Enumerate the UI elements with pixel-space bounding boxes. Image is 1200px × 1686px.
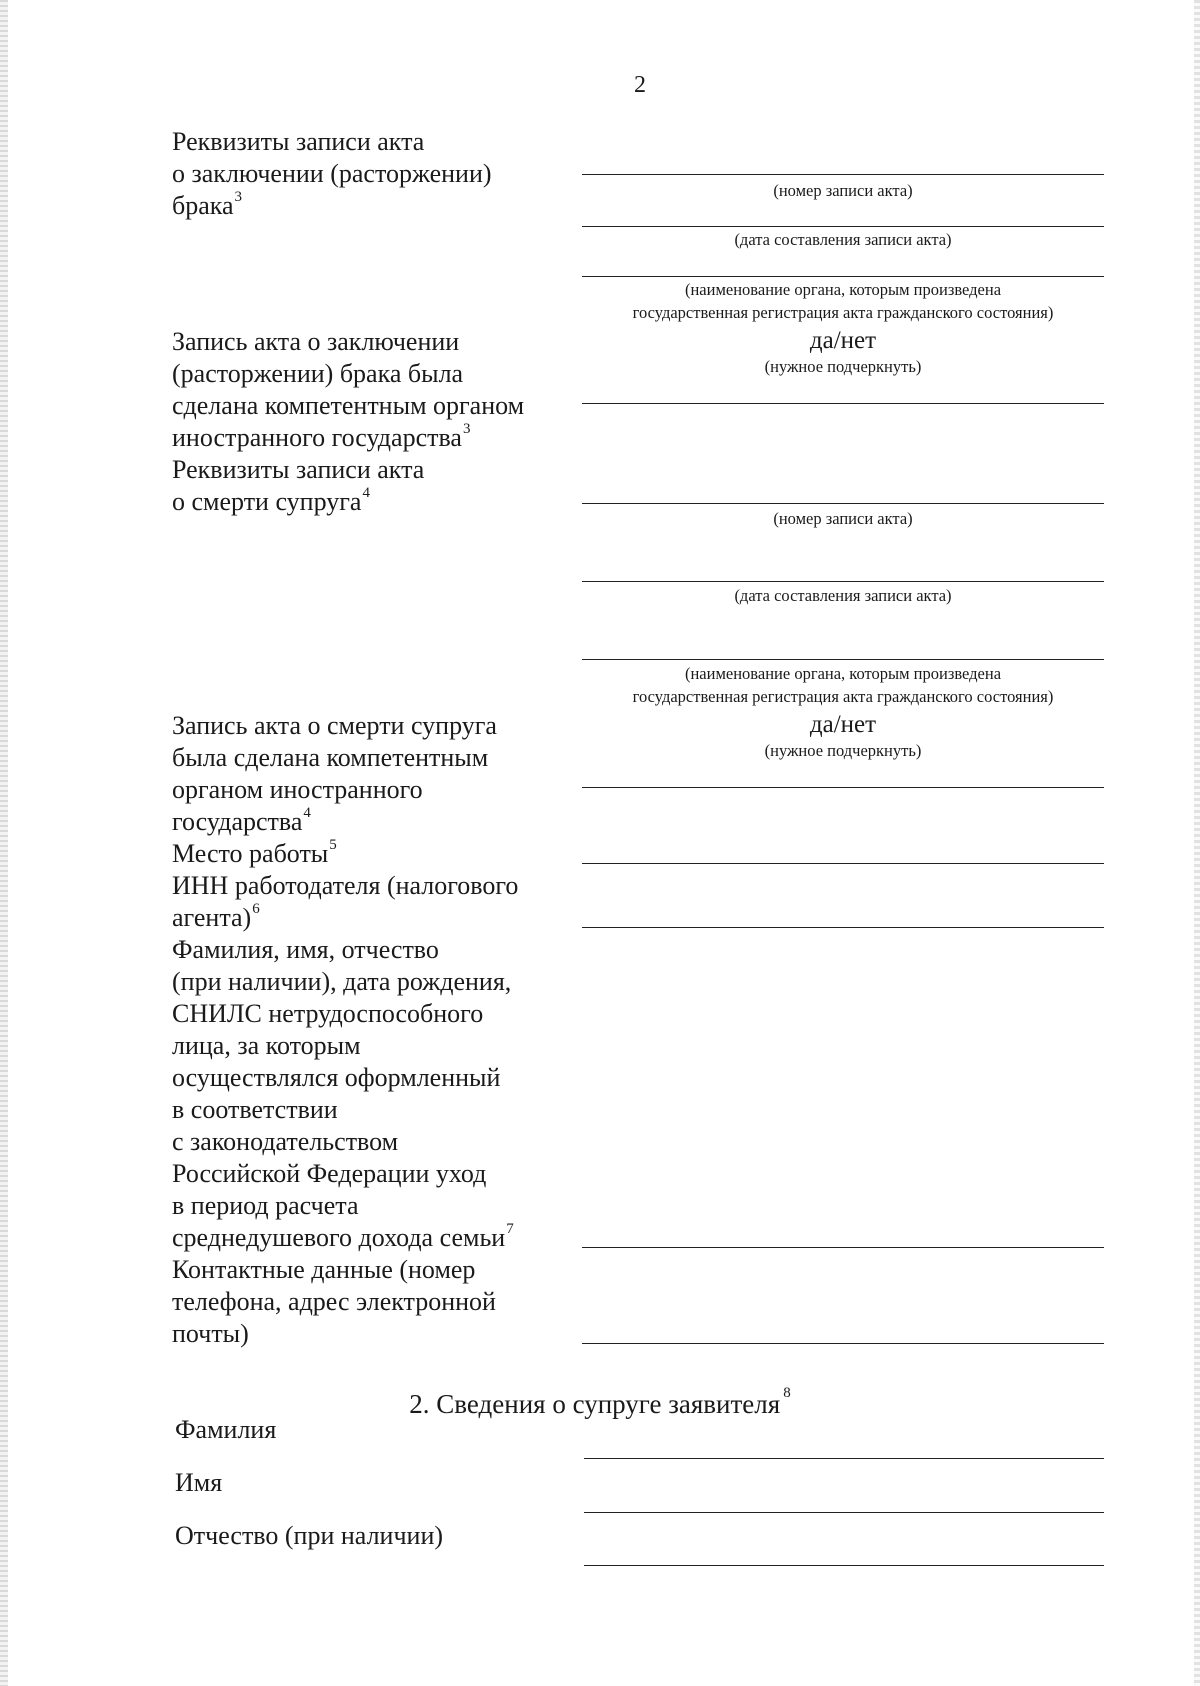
employer-inn-line[interactable] (582, 927, 1104, 928)
label-line: СНИЛС нетрудоспособного (172, 999, 484, 1028)
footnote-marker: 7 (506, 1221, 514, 1238)
label-line: Контактные данные (номер (172, 1255, 476, 1284)
label-line: Место работы (172, 839, 329, 868)
caption-record-date: (дата составления записи акта) (734, 230, 952, 249)
footnote-marker: 3 (462, 421, 471, 438)
workplace-line[interactable] (582, 863, 1104, 864)
label-line: иностранного государства (172, 423, 462, 452)
spouse-name-label: Имя (175, 1468, 223, 1497)
caption-record-number: (номер записи акта) (773, 509, 913, 528)
scan-edge-left (0, 0, 8, 1686)
label-line: Фамилия, имя, отчество (172, 935, 439, 964)
death-foreign-label (172, 710, 497, 838)
death-foreign-hint: (нужное подчеркнуть) (764, 741, 922, 760)
care-person-line[interactable] (582, 1247, 1104, 1248)
label-line: сделана компетентным органом (172, 391, 525, 420)
label-line: о заключении (расторжении) (172, 159, 492, 188)
caption-authority-1: (наименование органа, которым произведена (684, 280, 1002, 299)
label-line: в период расчета (172, 1191, 359, 1220)
death-foreign-yes-no[interactable]: да/нет (809, 711, 877, 738)
label-line: ИНН работодателя (налогового (172, 871, 519, 900)
label-line: агента) (172, 903, 252, 932)
spouse-name-line[interactable] (584, 1512, 1104, 1513)
label-line: органом иностранного (172, 775, 423, 804)
caption-authority-2: государственная регистрация акта гражданского состояния) (632, 687, 1054, 706)
label-line: о смерти супруга (172, 487, 362, 516)
label-line: осуществлялся оформленный (172, 1063, 501, 1092)
footnote-marker: 4 (362, 485, 370, 502)
label-line: Реквизиты записи акта (172, 455, 425, 484)
footnote-marker: 4 (303, 805, 311, 822)
spouse-surname-label: Фамилия (175, 1415, 277, 1444)
page-number: 2 (634, 72, 646, 98)
marriage-foreign-hint: (нужное подчеркнуть) (764, 357, 922, 376)
contacts-line[interactable] (582, 1343, 1104, 1344)
caption-authority-2: государственная регистрация акта гражданского состояния) (632, 303, 1054, 322)
contacts-label (172, 1254, 496, 1350)
marriage-foreign-line[interactable] (582, 403, 1104, 404)
death-record-authority-line[interactable] (582, 659, 1104, 660)
caption-authority-1: (наименование органа, которым произведена (684, 664, 1002, 683)
marriage-record-number-line[interactable] (582, 174, 1104, 175)
label-line: брака (172, 191, 234, 220)
label-line: Реквизиты записи акта (172, 127, 425, 156)
footnote-marker: 8 (783, 1385, 791, 1401)
marriage-record-authority-line[interactable] (582, 276, 1104, 277)
label-line: Российской Федерации уход (172, 1159, 487, 1188)
label-line: в соответствии (172, 1095, 338, 1124)
scan-edge-right (1194, 0, 1200, 1686)
caption-record-date: (дата составления записи акта) (734, 586, 952, 605)
death-record-number-line[interactable] (582, 503, 1104, 504)
spouse-patronymic-line[interactable] (584, 1565, 1104, 1566)
caption-record-number: (номер записи акта) (773, 181, 913, 200)
marriage-foreign-label (172, 326, 524, 454)
footnote-marker: 5 (329, 837, 337, 854)
label-line: (расторжении) брака была (172, 359, 464, 388)
marriage-foreign-yes-no[interactable]: да/нет (809, 327, 877, 354)
label-line: телефона, адрес электронной (172, 1287, 496, 1316)
label-line: была сделана компетентным (172, 743, 489, 772)
label-line: Запись акта о заключении (172, 327, 460, 356)
care-person-label (172, 934, 514, 1254)
spouse-surname-line[interactable] (584, 1458, 1104, 1459)
label-line: (при наличии), дата рождения, (172, 967, 512, 996)
death-foreign-line[interactable] (582, 787, 1104, 788)
label-line: государства (172, 807, 303, 836)
section-title-text: 2. Сведения о супруге заявителя (409, 1389, 781, 1419)
death-record-label (172, 454, 424, 518)
footnote-marker: 3 (234, 189, 243, 206)
marriage-record-label (172, 126, 492, 222)
label-line: Запись акта о смерти супруга (172, 711, 497, 740)
workplace-label (172, 838, 337, 870)
employer-inn-label (172, 870, 518, 934)
label-line: лица, за которым (172, 1031, 361, 1060)
label-line: среднедушевого дохода семьи (172, 1223, 506, 1252)
label-line: почты) (172, 1319, 249, 1348)
footnote-marker: 6 (252, 901, 260, 918)
label-line: с законодательством (172, 1127, 399, 1156)
marriage-record-date-line[interactable] (582, 226, 1104, 227)
death-record-date-line[interactable] (582, 581, 1104, 582)
spouse-patronymic-label: Отчество (при наличии) (175, 1521, 444, 1550)
